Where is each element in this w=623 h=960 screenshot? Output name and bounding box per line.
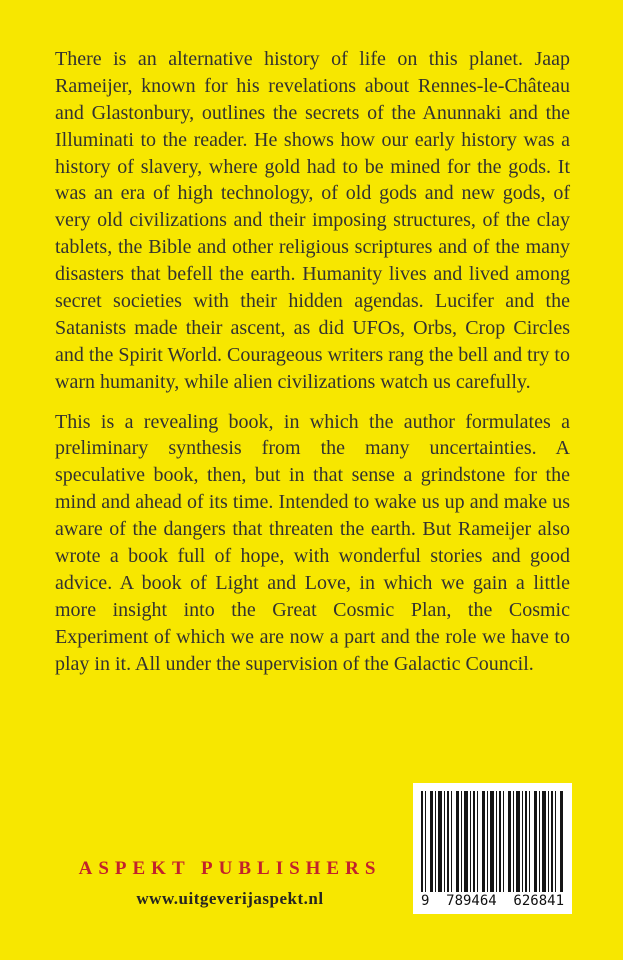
blurb-text	[55, 46, 570, 690]
publisher-name: ASPEKT PUBLISHERS	[78, 858, 382, 879]
publisher-website: www.uitgeverijaspekt.nl	[136, 889, 324, 908]
barcode-lead-digit: 9	[421, 893, 430, 909]
publisher-block	[55, 858, 405, 909]
blurb-paragraph-1: There is an alternative history of life on this planet. Jaap Rameijer, known for his revelations about Rennes-le-Château and Glastonbury, outlines the secrets of the Anunnaki and the Illuminati to the reader. He shows how our early history was a history of slavery, where gold had to be mined for the gods. It was an era of high technology, of old gods and new gods, of very old civilizations and their imposing structures, of the clay tablets, the Bible and other religious scriptures and of the many disasters that befell the earth. Humanity lives and lived among secret societies with their hidden agendas. Lucifer and the Satanists made their ascent, as did UFOs, Orbs, Crop Circles and the Spirit World. Courageous writers rang the bell and try to warn humanity, while alien civilizations watch us carefully.	[55, 48, 570, 393]
barcode-group-2: 626841	[513, 893, 564, 909]
barcode	[413, 783, 572, 914]
blurb-paragraph-2: This is a revealing book, in which the author formulates a preliminary synthesis from the many uncertainties. A speculative book, then, but in that sense a grindstone for the mind and ahead of its time. Intended to wake us up and make us aware of the dangers that threaten the earth. But Rameijer also wrote a book full of hope, with wonderful stories and good advice. A book of Light and Love, in which we gain a little more insight into the Great Cosmic Plan, the Cosmic Experiment of which we are now a part and the role we have to play in it. All under the supervision of the Galactic Council.	[55, 410, 570, 675]
barcode-group-1: 789464	[446, 893, 497, 909]
barcode-number	[421, 894, 564, 908]
barcode-bars-icon	[421, 791, 564, 892]
